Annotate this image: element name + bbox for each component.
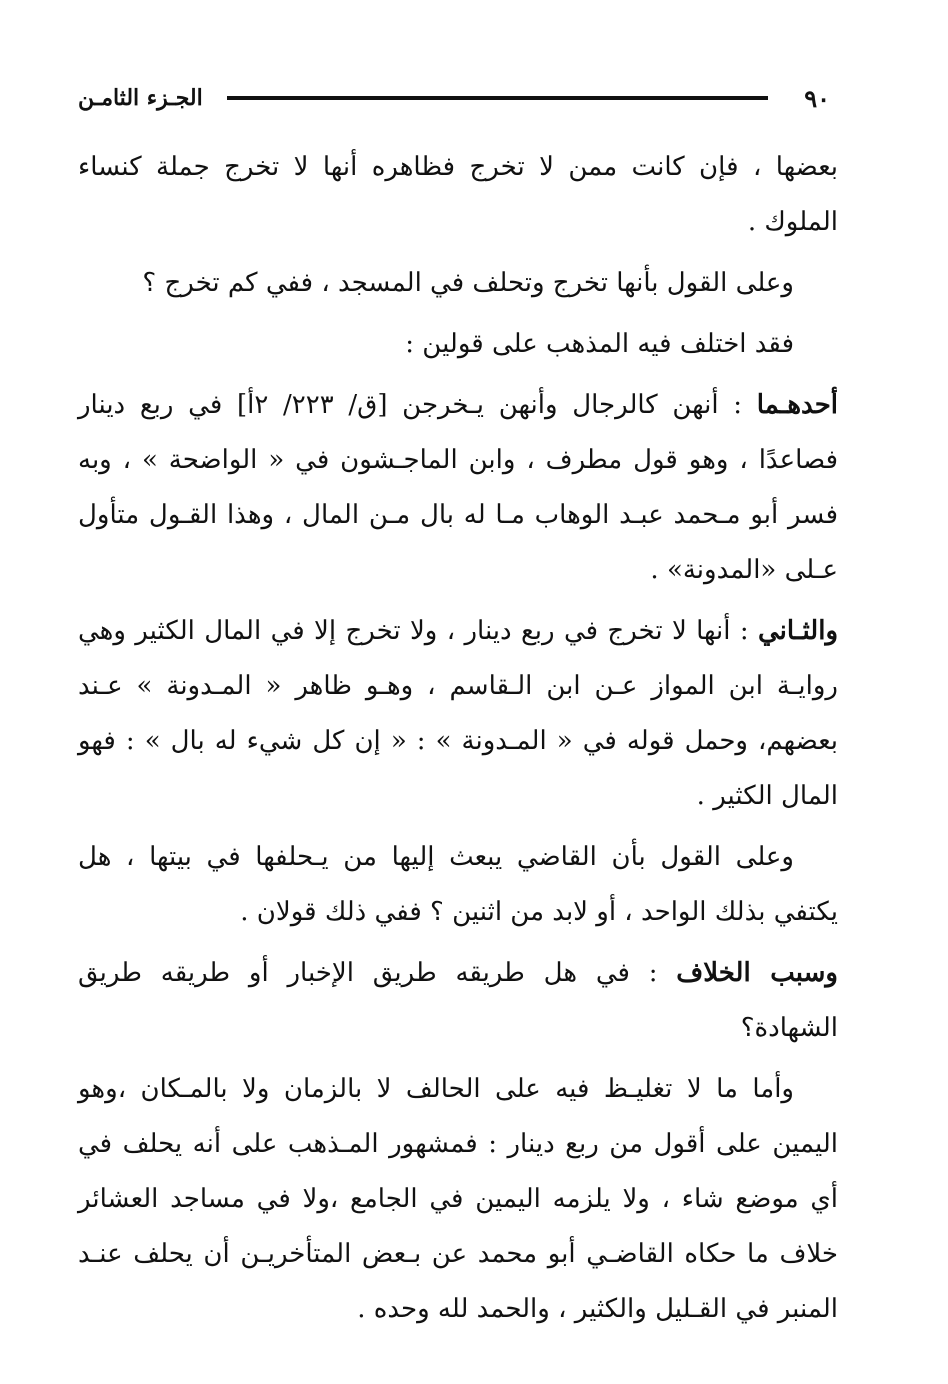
page-header — [78, 78, 830, 118]
page-number: ٩٠ — [804, 83, 830, 113]
paragraph-text: : أنهن كالرجال وأنهن يـخرجن [ق/ ٢٢٣/ ٢أ] في ربع دينار فصاعدًا ، وهو قول مطرف ، وابن الماجـشون في « الواضحة » ، وبه فسر أبو مـحمد عبـد الوهاب مـا له بال مـن المال ، وهذا القـول متأول عـلى «المدونة» . — [78, 390, 838, 585]
paragraph-text: وأما ما لا تغليـظ فيه على الحالف لا بالزمان ولا بالمـكان ،وهو اليمين على أقول من ربع دينار : فمشهور المـذهب على أنه يحلف في أي موضع شاء ، ولا يلزمه اليمين في الجامع ،ولا في مساجد العشائر خلاف ما حكاه القاضـي أبو محمد عن بـعض المتأخريـن أن يحلف عنـد المنبر في القـليل والكثير ، والحمد لله وحده . — [78, 1074, 838, 1324]
paragraph-6 — [78, 830, 838, 940]
paragraph-text: وعلى القول بأن القاضي يبعث إليها من يـحلفها في بيتها ، هل يكتفي بذلك الواحد ، أو لابد من اثنين ؟ ففي ذلك قولان . — [78, 842, 838, 927]
paragraph-text: : في هل طريقه طريق الإخبار أو طريقه طريق الشهادة؟ — [78, 958, 838, 1043]
paragraph-lead: والثـاني — [758, 616, 838, 646]
paragraph-text: فقد اختلف فيه المذهب على قولين : — [405, 329, 794, 359]
paragraph-3 — [78, 317, 838, 372]
paragraph-7 — [78, 946, 838, 1056]
paragraph-lead: أحدهـما — [756, 390, 838, 420]
paragraph-text: : أنها لا تخرج في ربع دينار ، ولا تخرج إلا في المال الكثير وهي روايـة ابن المواز عـن ابن الـقاسم ، وهـو ظاهر « المـدونة » عـند بعضهم، وحمل قوله في « المـدونة » : « إن كل شيء له بال » : فهو المال الكثير . — [78, 616, 838, 811]
paragraph-text: وعلى القول بأنها تخرج وتحلف في المسجد ، ففي كم تخرج ؟ — [142, 268, 794, 298]
running-title: الجـزء الثامـن — [78, 85, 203, 111]
paragraph-8 — [78, 1062, 838, 1337]
paragraph-text: بعضها ، فإن كانت ممن لا تخرج فظاهره أنها لا تخرج جملة كنساء الملوك . — [78, 152, 838, 237]
paragraph-4 — [78, 378, 838, 598]
paragraph-lead: وسبب الخلاف — [676, 958, 838, 988]
paragraph-5 — [78, 604, 838, 824]
paragraph-2 — [78, 256, 838, 311]
paragraph-1 — [78, 140, 838, 250]
body-text — [78, 140, 838, 1343]
header-rule — [227, 96, 768, 100]
